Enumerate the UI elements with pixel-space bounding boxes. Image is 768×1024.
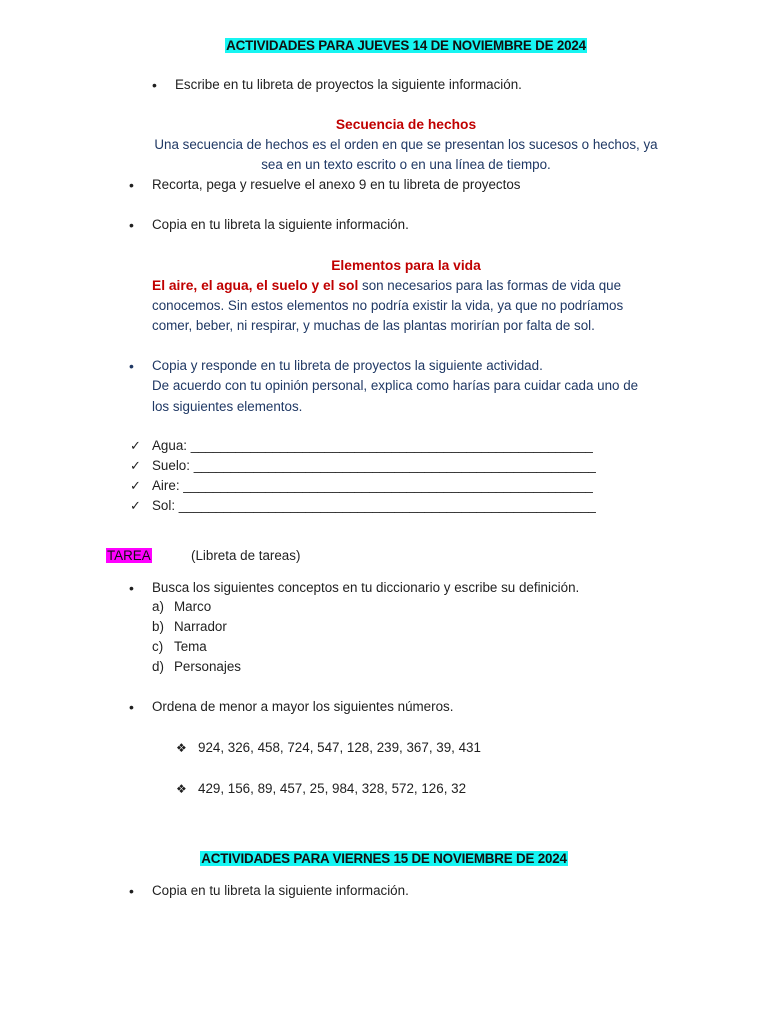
day2-bullet-1: • Copia en tu libreta la siguiente información. <box>152 882 409 900</box>
checklist-item-agua <box>130 437 593 455</box>
concept-item <box>152 618 227 636</box>
checklist-label: Aire: _______________________________________________________ <box>152 478 593 493</box>
concept-letter: a) <box>152 599 164 614</box>
checklist-label: Agua: ______________________________________________________ <box>152 438 593 453</box>
elementos-line-3: comer, beber, ni respirar, y muchas de las plantas morirían por falta de sol. <box>152 318 595 333</box>
day1-bullet-4-line-2: De acuerdo con tu opinión personal, explica como harías para cuidar cada uno de <box>152 378 639 393</box>
checklist-item-suelo <box>130 457 596 475</box>
day1-bullet-3: • Copia en tu libreta la siguiente información. <box>152 216 409 234</box>
day1-bullet-2: • Recorta, pega y resuelve el anexo 9 en tu libreta de proyectos <box>152 176 520 194</box>
tarea-note: (Libreta de tareas) <box>191 548 301 563</box>
concept-item <box>152 598 211 616</box>
number-list-1 <box>176 739 481 757</box>
day1-bullet-4-line-3: los siguientes elementos. <box>152 399 303 414</box>
checklist-label: Sol: ________________________________________________________ <box>152 498 596 513</box>
number-list-text: 924, 326, 458, 724, 547, 128, 239, 367, 39, 431 <box>198 740 481 755</box>
number-list-text: 429, 156, 89, 457, 25, 984, 328, 572, 126, 32 <box>198 781 467 796</box>
check-icon: ✓ <box>130 438 141 453</box>
tarea-label: TAREA <box>107 548 151 563</box>
check-icon: ✓ <box>130 498 141 513</box>
elementos-line-1 <box>152 277 621 295</box>
secuencia-definition-line-1: Una secuencia de hechos es el orden en que se presentan los sucesos o hechos, ya <box>154 137 658 152</box>
checklist-label: Suelo: ______________________________________________________ <box>152 458 596 473</box>
number-list-2 <box>176 780 467 798</box>
concept-text: Personajes <box>174 659 241 674</box>
day1-heading-wrap <box>0 37 768 55</box>
elementos-bold-phrase: El aire, el agua, el suelo y el sol <box>152 278 359 293</box>
checklist-item-aire <box>130 477 593 495</box>
concept-text: Narrador <box>174 619 227 634</box>
concept-letter: d) <box>152 659 164 674</box>
secuencia-definition-line-2: sea en un texto escrito o en una línea de tiempo. <box>261 157 551 172</box>
day1-bullet-4-line-1: • Copia y responde en tu libreta de proyectos la siguiente actividad. <box>152 357 543 375</box>
tarea-bullet-1: • Busca los siguientes conceptos en tu diccionario y escribe su definición. <box>152 579 579 597</box>
tarea-bullet-2: • Ordena de menor a mayor los siguientes números. <box>152 698 453 716</box>
concept-letter: b) <box>152 619 164 634</box>
concept-text: Marco <box>174 599 212 614</box>
concept-text: Tema <box>174 639 207 654</box>
check-icon: ✓ <box>130 478 141 493</box>
diamond-bullet-icon: ❖ <box>176 741 187 755</box>
day1-bullet-1: • Escribe en tu libreta de proyectos la siguiente información. <box>175 76 522 94</box>
diamond-bullet-icon: ❖ <box>176 782 187 796</box>
day2-heading: ACTIVIDADES PARA VIERNES 15 DE NOVIEMBRE DE 2024 <box>201 851 567 866</box>
day2-heading-wrap <box>0 850 768 868</box>
elementos-line-1-rest: son necesarios para las formas de vida que <box>358 278 622 293</box>
checklist-item-sol <box>130 497 596 515</box>
tarea-label-wrap <box>106 547 152 565</box>
day1-heading: ACTIVIDADES PARA JUEVES 14 DE NOVIEMBRE DE 2024 <box>226 38 586 53</box>
elementos-line-2: conocemos. Sin estos elementos no podría existir la vida, ya que no podríamos <box>152 298 624 313</box>
elementos-title: Elementos para la vida <box>331 258 481 273</box>
secuencia-title: Secuencia de hechos <box>335 117 477 132</box>
concept-letter: c) <box>152 639 164 654</box>
concept-item <box>152 658 241 676</box>
concept-item <box>152 638 207 656</box>
check-icon: ✓ <box>130 458 141 473</box>
